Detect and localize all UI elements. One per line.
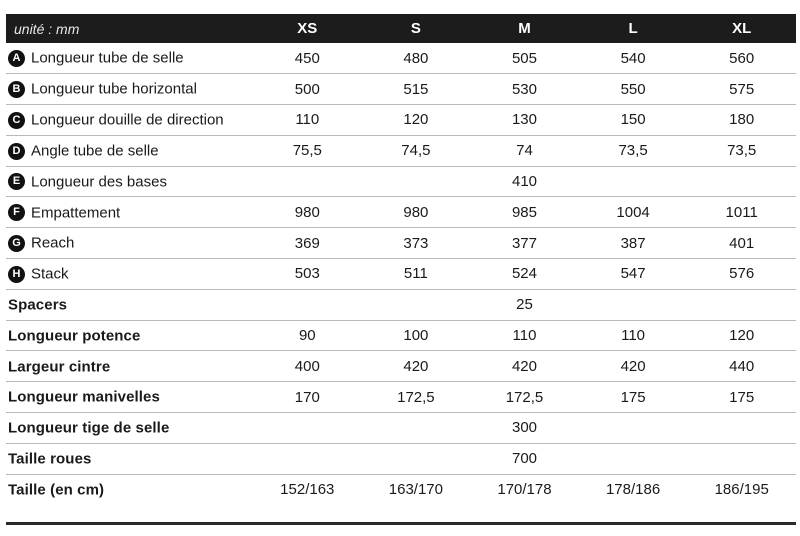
value-cell: 500 xyxy=(253,74,362,105)
table-row xyxy=(6,135,796,166)
value-cell: 170/178 xyxy=(497,481,552,499)
value-cell: 75,5 xyxy=(253,135,362,166)
row-label-cell xyxy=(6,166,253,197)
dimension-marker-icon: E xyxy=(8,173,25,190)
row-label-cell xyxy=(6,105,253,136)
value-cell: 530 xyxy=(470,74,579,105)
value-cell: 377 xyxy=(470,228,579,259)
size-header-s: S xyxy=(410,20,421,37)
value-cell: 170 xyxy=(253,382,362,413)
table-row xyxy=(6,259,796,290)
value-cell: 560 xyxy=(687,43,796,74)
value-cell: 175 xyxy=(579,382,688,413)
table-row xyxy=(6,228,796,259)
shared-value-cell: 700 xyxy=(253,443,796,474)
value-cell: 163/170 xyxy=(388,481,443,499)
value-cell: 110 xyxy=(579,320,688,351)
row-label: Longueur potence xyxy=(8,327,141,345)
row-label-cell xyxy=(6,43,253,74)
table-row xyxy=(6,382,796,413)
row-label: Spacers xyxy=(8,296,68,314)
value-cell: 575 xyxy=(687,74,796,105)
value-cell: 100 xyxy=(362,320,471,351)
value-cell: 150 xyxy=(579,105,688,136)
row-label-cell xyxy=(6,135,253,166)
table-row xyxy=(6,74,796,105)
table-row xyxy=(6,166,796,197)
value-cell: 420 xyxy=(470,351,579,382)
value-cell: 152/163 xyxy=(280,481,335,499)
value-cell: 110 xyxy=(253,105,362,136)
value-cell: 369 xyxy=(253,228,362,259)
row-label: Angle tube de selle xyxy=(31,142,159,160)
shared-value-cell: 410 xyxy=(253,166,796,197)
table-row xyxy=(6,443,796,474)
value-cell: 440 xyxy=(687,351,796,382)
value-cell: 505 xyxy=(470,43,579,74)
value-cell: 400 xyxy=(253,351,362,382)
row-label-cell xyxy=(6,228,253,259)
value-cell: 576 xyxy=(687,259,796,290)
value-cell: 178/186 xyxy=(605,481,661,499)
value-cell: 110 xyxy=(470,320,579,351)
value-cell: 401 xyxy=(687,228,796,259)
row-label-cell xyxy=(6,382,253,413)
value-cell: 503 xyxy=(253,259,362,290)
value-cell: 74 xyxy=(470,135,579,166)
table-row xyxy=(6,105,796,136)
shared-value-cell: 25 xyxy=(253,289,796,320)
table-body xyxy=(6,43,796,505)
row-label: Empattement xyxy=(31,204,121,222)
row-label: Reach xyxy=(31,234,75,252)
dimension-marker-icon: C xyxy=(8,112,25,129)
dimension-marker-icon: H xyxy=(8,266,25,283)
row-label: Longueur douille de direction xyxy=(31,111,224,129)
value-cell: 1004 xyxy=(579,197,688,228)
value-cell: 186/195 xyxy=(714,481,769,499)
table-row xyxy=(6,289,796,320)
value-cell: 524 xyxy=(470,259,579,290)
value-cell: 130 xyxy=(470,105,579,136)
value-cell: 420 xyxy=(579,351,688,382)
row-label: Longueur manivelles xyxy=(8,388,160,406)
value-cell: 120 xyxy=(362,105,471,136)
dimension-marker-icon: G xyxy=(8,235,25,252)
header-row xyxy=(6,14,796,43)
shared-value-cell: 300 xyxy=(253,413,796,444)
value-cell: 511 xyxy=(362,259,471,290)
size-header-xs: XS xyxy=(297,20,318,37)
unit-label: unité : mm xyxy=(14,20,80,37)
row-label-cell xyxy=(6,443,253,474)
dimension-marker-icon: D xyxy=(8,143,25,160)
row-label: Longueur des bases xyxy=(31,173,167,191)
table-row xyxy=(6,197,796,228)
size-header-l: L xyxy=(628,20,638,37)
row-label-cell xyxy=(6,351,253,382)
value-cell: 373 xyxy=(362,228,471,259)
row-label: Longueur tige de selle xyxy=(8,419,170,437)
table-row xyxy=(6,43,796,74)
value-cell: 540 xyxy=(579,43,688,74)
geometry-table xyxy=(6,14,796,505)
row-label: Taille (en cm) xyxy=(8,481,105,499)
dimension-marker-icon: A xyxy=(8,50,25,67)
value-cell: 980 xyxy=(253,197,362,228)
value-cell: 450 xyxy=(253,43,362,74)
value-cell: 172,5 xyxy=(470,382,579,413)
table-row xyxy=(6,351,796,382)
row-label-cell xyxy=(6,197,253,228)
row-label-cell xyxy=(6,259,253,290)
value-cell: 980 xyxy=(362,197,471,228)
size-header-m: M xyxy=(518,20,531,37)
value-cell: 74,5 xyxy=(362,135,471,166)
row-label-cell xyxy=(6,320,253,351)
value-cell: 547 xyxy=(579,259,688,290)
bottom-divider xyxy=(6,522,796,525)
row-label: Taille roues xyxy=(8,450,92,468)
table-row xyxy=(6,413,796,444)
row-label-cell xyxy=(6,74,253,105)
value-cell: 90 xyxy=(253,320,362,351)
row-label: Stack xyxy=(31,265,69,283)
value-cell: 420 xyxy=(362,351,471,382)
value-cell: 515 xyxy=(362,74,471,105)
row-label: Longueur tube horizontal xyxy=(31,80,197,98)
dimension-marker-icon: B xyxy=(8,81,25,98)
value-cell: 480 xyxy=(362,43,471,74)
value-cell: 1011 xyxy=(687,197,796,228)
value-cell: 180 xyxy=(687,105,796,136)
table-row xyxy=(6,320,796,351)
value-cell: 550 xyxy=(579,74,688,105)
dimension-marker-icon: F xyxy=(8,204,25,221)
value-cell: 73,5 xyxy=(579,135,688,166)
size-header-xl: XL xyxy=(732,20,752,37)
row-label-cell xyxy=(6,413,253,444)
row-label: Longueur tube de selle xyxy=(31,49,184,67)
value-cell: 120 xyxy=(687,320,796,351)
row-label-cell xyxy=(6,474,253,505)
row-label: Largeur cintre xyxy=(8,358,111,376)
value-cell: 985 xyxy=(470,197,579,228)
value-cell: 172,5 xyxy=(362,382,471,413)
row-label-cell xyxy=(6,289,253,320)
value-cell: 175 xyxy=(687,382,796,413)
value-cell: 73,5 xyxy=(687,135,796,166)
value-cell: 387 xyxy=(579,228,688,259)
table-row xyxy=(6,474,796,505)
